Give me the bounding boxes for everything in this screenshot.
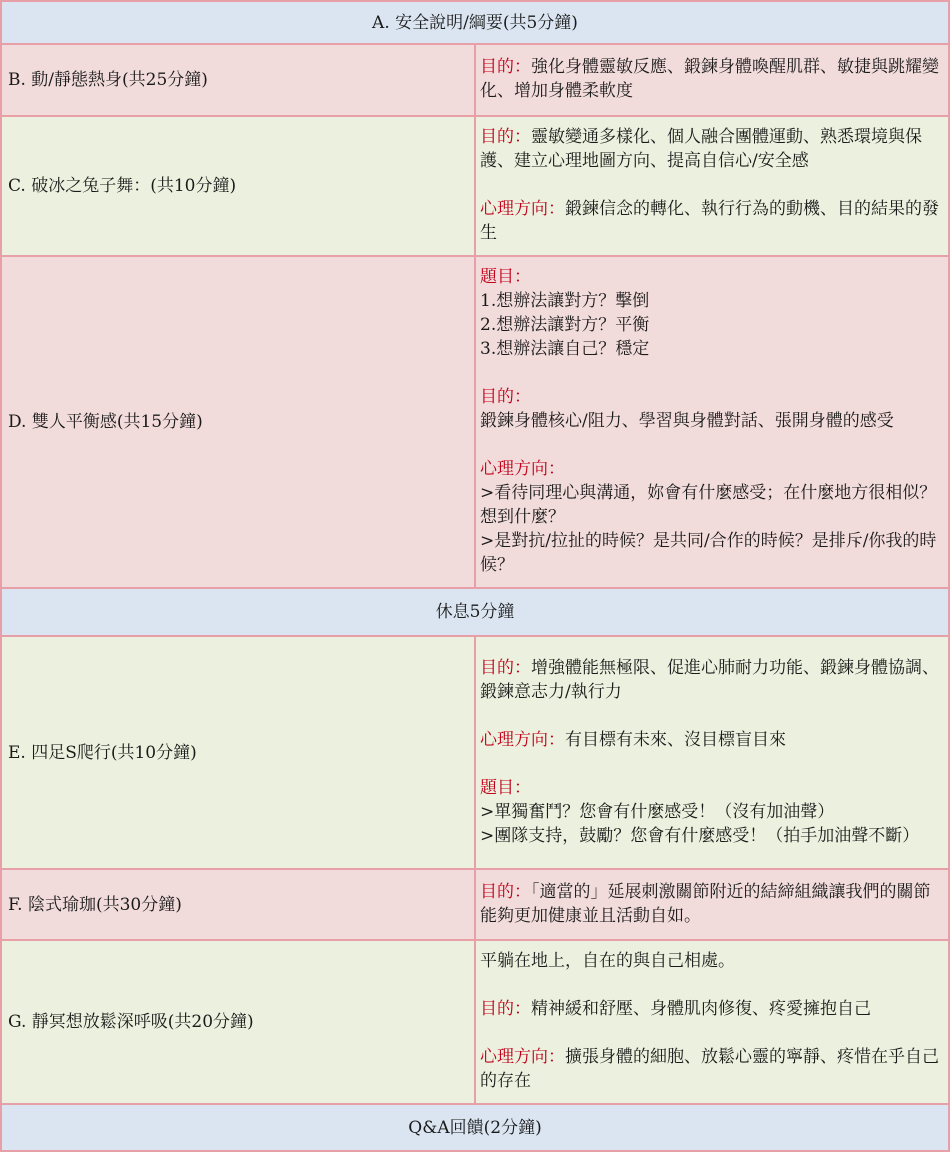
- intro-text: 平躺在地上，自在的與自己相處。: [480, 951, 735, 971]
- section-b-label: B. 動/靜態熱身(共25分鐘): [1, 44, 475, 116]
- purpose-text: 靈敏變通多樣化、個人融合團體運動、熟悉環境與保護、建立心理地圖方向、提高自信心/安全感: [480, 127, 922, 171]
- psych-key: 心理方向：: [480, 459, 565, 479]
- topic-item: 3.想辦法讓自己？穩定: [480, 339, 650, 359]
- section-e-label: E. 四足S爬行(共10分鐘): [1, 636, 475, 869]
- rest-title: 休息5分鐘: [1, 588, 949, 636]
- purpose-key: 目的：: [480, 657, 531, 678]
- psych-text: 擴張身體的細胞、放鬆心靈的寧靜、疼惜在乎自己的存在: [480, 1047, 939, 1091]
- purpose-text: 鍛鍊身體核心/阻力、學習與身體對話、張開身體的感受: [480, 411, 894, 431]
- purpose-text: 增強體能無極限、促進心肺耐力功能、鍛鍊身體協調、鍛鍊意志力/執行力: [480, 657, 939, 702]
- topic-item: 2.想辦法讓對方？平衡: [480, 315, 650, 335]
- section-a-title: A. 安全說明/綱要(共5分鐘): [1, 1, 949, 44]
- psych-item: >看待同理心與溝通，妳會有什麼感受；在什麼地方很相似？想到什麼？: [480, 483, 937, 527]
- purpose-text: 強化身體靈敏反應、鍛鍊身體喚醒肌群、敏捷與跳耀變化、增加身體柔軟度: [480, 57, 939, 101]
- section-g-content: [475, 940, 949, 1104]
- section-g-label: G. 靜冥想放鬆深呼吸(共20分鐘): [1, 940, 475, 1104]
- section-b-content: [475, 44, 949, 116]
- section-c-label: C. 破冰之兔子舞：(共10分鐘): [1, 116, 475, 256]
- topic-item: >團隊支持，鼓勵？您會有什麼感受！（拍手加油聲不斷）: [480, 825, 920, 846]
- psych-key: 心理方向：: [480, 199, 565, 219]
- section-c-content: [475, 116, 949, 256]
- psych-line: [480, 728, 942, 752]
- section-f-label: F. 陰式瑜珈(共30分鐘): [1, 869, 475, 940]
- purpose-text: 精神緩和舒壓、身體肌肉修復、疼愛擁抱自己: [531, 999, 871, 1019]
- psych-line: [480, 1045, 942, 1093]
- psych-line: [480, 197, 942, 245]
- psych-text: 鍛鍊信念的轉化、執行行為的動機、目的結果的發生: [480, 199, 939, 243]
- topic-item: >單獨奮鬥？您會有什麼感受！（沒有加油聲）: [480, 801, 835, 822]
- section-d-row: [1, 256, 949, 588]
- rest-row: [1, 588, 949, 636]
- section-e-content: [475, 636, 949, 869]
- purpose-line: [480, 125, 942, 173]
- topic-key: 題目：: [480, 777, 531, 798]
- section-f-content: [475, 869, 949, 940]
- section-d-content: [475, 256, 949, 588]
- section-e-row: [1, 636, 949, 869]
- psych-item: >是對抗/拉扯的時候？是共同/合作的時候？是排斥/你我的時候？: [480, 531, 937, 575]
- section-d-label: D. 雙人平衡感(共15分鐘): [1, 256, 475, 588]
- purpose-line: [480, 656, 942, 704]
- purpose-key: 目的：: [480, 999, 531, 1019]
- psych-key: 心理方向：: [480, 1047, 565, 1067]
- purpose-key: 目的：: [480, 127, 531, 147]
- purpose-key: 目的：: [480, 387, 531, 407]
- purpose-line: [480, 997, 942, 1021]
- topic-item: 1.想辦法讓對方？擊倒: [480, 291, 650, 311]
- section-b-row: [1, 44, 949, 116]
- psych-key: 心理方向：: [480, 729, 565, 750]
- section-f-row: [1, 869, 949, 940]
- purpose-key: 目的：: [480, 881, 531, 902]
- section-a-row: [1, 1, 949, 44]
- topic-key: 題目：: [480, 267, 531, 287]
- section-c-row: [1, 116, 949, 256]
- section-g-row: [1, 940, 949, 1104]
- qa-title: Q&A回饋(2分鐘): [1, 1104, 949, 1151]
- psych-text: 有目標有未來、沒目標盲目來: [565, 729, 786, 750]
- purpose-text: 「適當的」延展刺激關節附近的結締組織讓我們的關節能夠更加健康並且活動自如。: [480, 881, 931, 926]
- purpose-key: 目的：: [480, 57, 531, 77]
